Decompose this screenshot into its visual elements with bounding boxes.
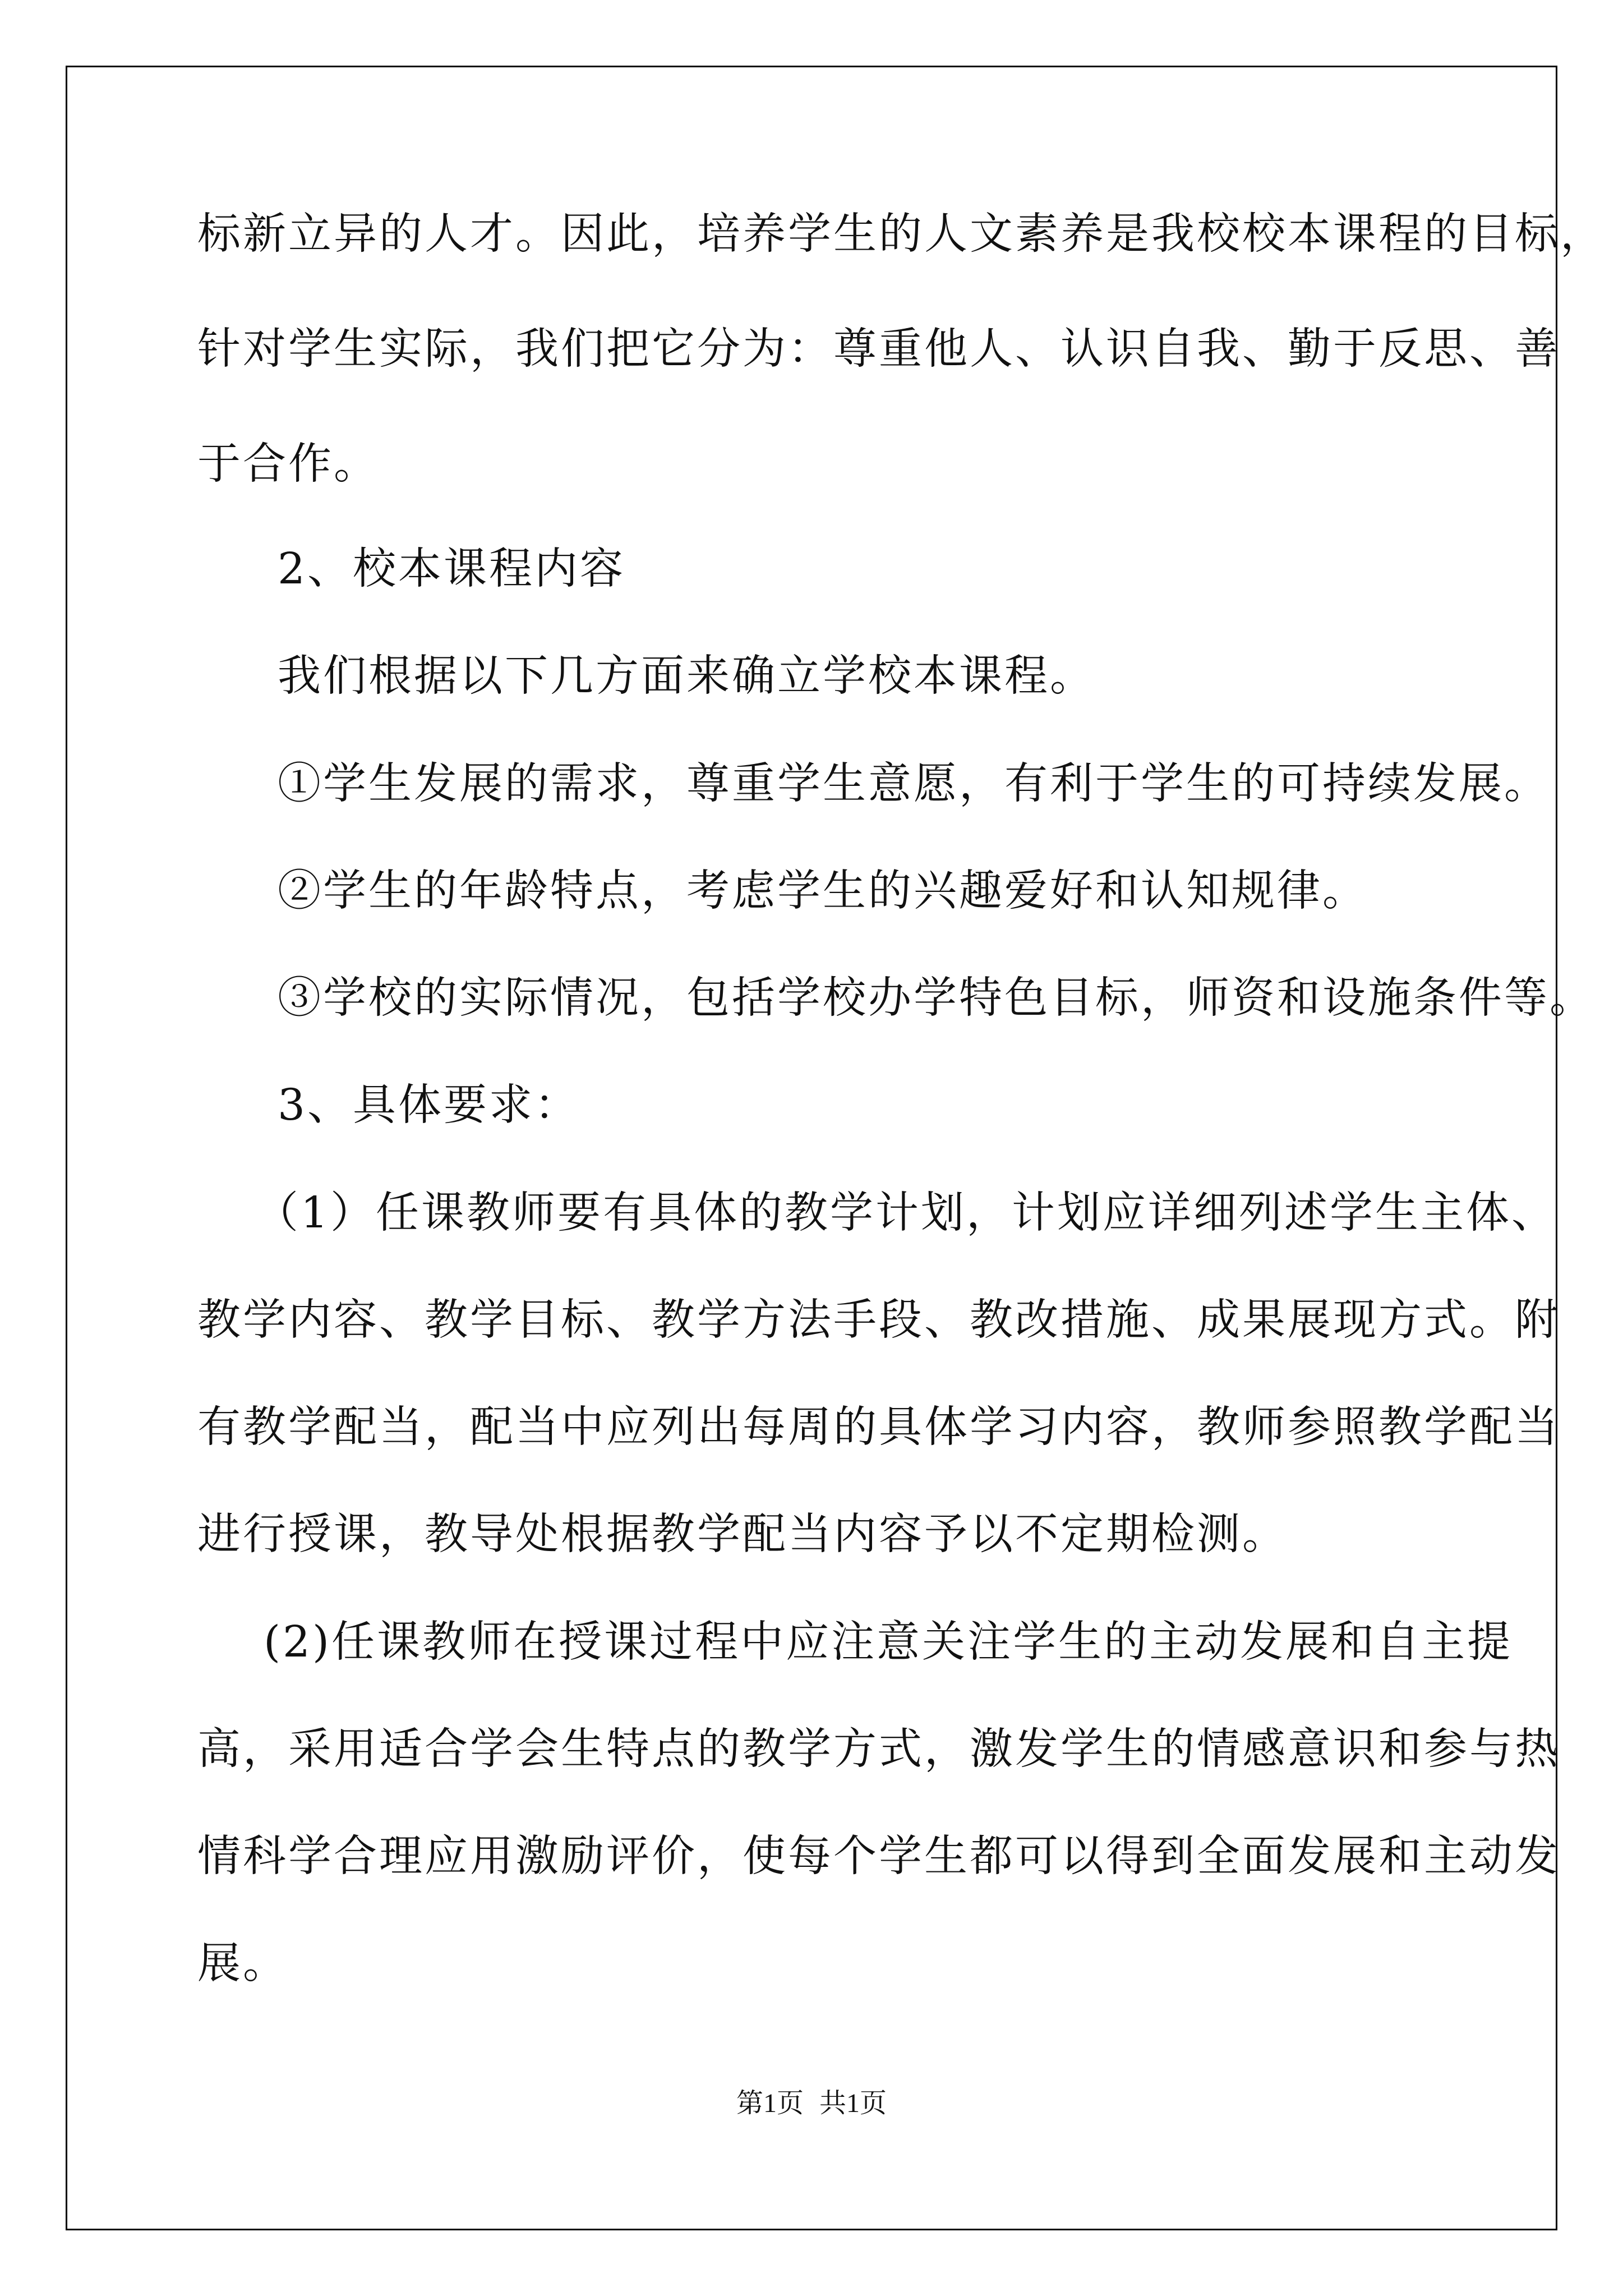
text-line: 针对学生实际，我们把它分为：尊重他人、认识自我、勤于反思、善 [197,324,1560,374]
list-item: ③学校的实际情况，包括学校办学特色目标，师资和设施条件等。 [278,973,1595,1023]
list-item: ②学生的年龄特点，考虑学生的兴趣爱好和认知规律。 [278,866,1368,916]
text-line: 有教学配当，配当中应列出每周的具体学习内容，教师参照教学配当 [197,1402,1560,1452]
page-number: 第1页 [736,2088,804,2118]
text-line: （1）任课教师要有具体的教学计划，计划应详细列述学生主体、 [255,1188,1557,1238]
section-heading: 3、具体要求： [278,1080,580,1130]
page-total: 共1页 [819,2088,887,2118]
text-line: 情科学合理应用激励评价，使每个学生都可以得到全面发展和主动发 [197,1832,1560,1881]
text-line: 于合作。 [197,439,379,489]
text-line: 高，采用适合学会生特点的教学方式，激发学生的情感意识和参与热 [197,1724,1560,1774]
text-line: 标新立异的人才。因此，培养学生的人文素养是我校校本课程的目标， [197,209,1606,259]
page-footer [0,2087,1623,2120]
list-item: ①学生发展的需求，尊重学生意愿，有利于学生的可持续发展。 [278,759,1550,809]
page-border [66,66,1557,2230]
text-line: 教学内容、教学目标、教学方法手段、教改措施、成果展现方式。附 [197,1295,1560,1345]
text-line: 展。 [197,1939,288,1989]
text-line: 我们根据以下几方面来确立学校本课程。 [278,651,1095,701]
section-heading: 2、校本课程内容 [278,544,625,594]
text-line: 进行授课，教导处根据教学配当内容予以不定期检测。 [197,1510,1288,1559]
text-line: (2)任课教师在授课过程中应注意关注学生的主动发展和自主提 [264,1617,1513,1667]
